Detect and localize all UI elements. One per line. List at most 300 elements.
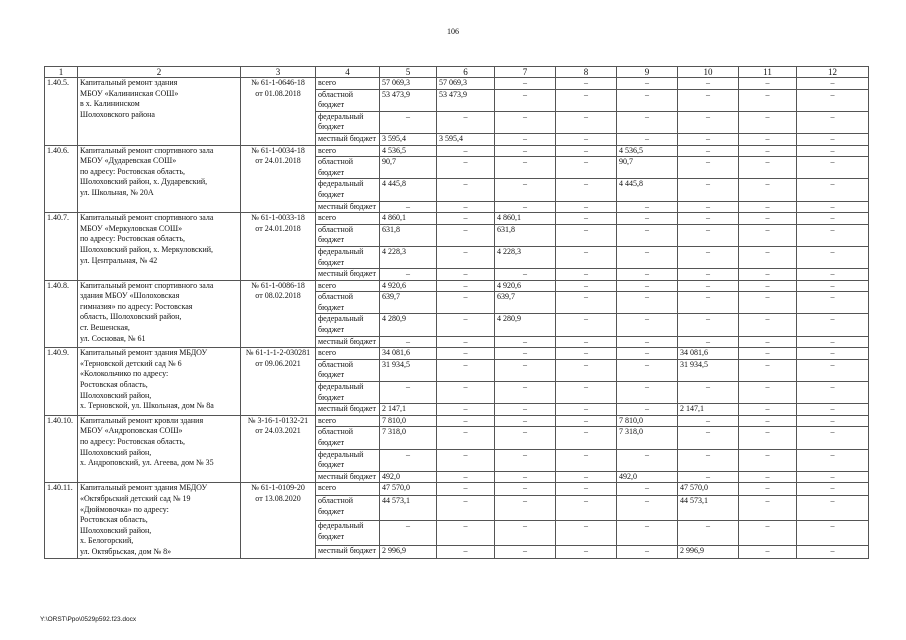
conclusion-line: от 09.06.2021 [255,358,301,368]
amount-cell: – [678,314,739,336]
amount-cell: – [495,179,556,201]
amount-cell: – [739,269,797,281]
amount-cell: – [739,382,797,404]
amount-cell: – [495,427,556,449]
amount-cell: – [617,111,678,133]
amount-cell: 4 228,3 [495,246,556,268]
amount-cell: – [437,201,495,213]
page-number: 106 [447,27,459,36]
amount-cell: 34 081,6 [678,348,739,360]
funding-source: всего [316,213,380,225]
amount-cell: – [678,224,739,246]
conclusion-line: от 24.01.2018 [255,223,301,233]
object-name [78,145,241,213]
amount-cell: 3 595,4 [380,133,437,145]
conclusion-line: от 01.08.2018 [255,88,301,98]
funding-source: федеральный бюджет [316,111,380,133]
object-name-line: по адресу: Ростовская область, [80,437,185,446]
amount-cell: – [797,213,869,225]
amount-cell: – [739,415,797,427]
amount-cell: – [617,78,678,90]
amount-cell: – [678,449,739,471]
amount-cell: – [556,201,617,213]
amount-cell: – [495,545,556,558]
conclusion-line: от 08.02.2018 [255,291,301,301]
amount-cell: – [437,280,495,292]
table-row [45,145,869,157]
amount-cell: – [678,157,739,179]
funding-source: областной бюджет [316,359,380,381]
amount-cell: – [380,382,437,404]
amount-cell: – [556,449,617,471]
amount-cell: – [437,314,495,336]
amount-cell: – [797,280,869,292]
table-row [45,483,869,496]
amount-cell: – [495,471,556,483]
amount-cell: 90,7 [617,157,678,179]
amount-cell: – [797,520,869,545]
conclusion-line: от 13.08.2020 [255,493,301,503]
column-number-row [45,67,869,78]
amount-cell: – [739,348,797,360]
funding-source: федеральный бюджет [316,246,380,268]
amount-cell: – [556,145,617,157]
object-name-line: в х. Калининском [80,99,140,109]
amount-cell: – [739,404,797,416]
amount-cell: – [617,382,678,404]
amount-cell: – [495,145,556,157]
funding-source: всего [316,483,380,496]
amount-cell: – [437,545,495,558]
column-header: 3 [241,67,316,78]
column-header: 9 [617,67,678,78]
object-name-line: Шолоховский район, [80,525,152,535]
object-name [78,78,241,146]
amount-cell: – [437,483,495,496]
funding-source: местный бюджет [316,133,380,145]
amount-cell: – [495,449,556,471]
amount-cell: – [617,213,678,225]
amount-cell: 34 081,6 [380,348,437,360]
object-name-line: Капитальный ремонт спортивного зала [80,213,214,223]
amount-cell: – [437,348,495,360]
amount-cell: – [495,133,556,145]
amount-cell: 44 573,1 [678,496,739,521]
expertise-conclusion [241,78,316,146]
amount-cell: – [797,111,869,133]
amount-cell: – [556,213,617,225]
object-name-line: «Колокольчико по адресу: [80,369,169,379]
amount-cell: 639,7 [380,292,437,314]
amount-cell: – [495,496,556,521]
amount-cell: – [556,280,617,292]
object-name-line: МБОУ «Андроповская СОШ» [80,426,183,436]
table-row [45,348,869,360]
amount-cell: – [797,179,869,201]
amount-cell: – [739,483,797,496]
amount-cell: 4 920,6 [495,280,556,292]
funding-source: федеральный бюджет [316,449,380,471]
amount-cell: 2 147,1 [678,404,739,416]
amount-cell: – [739,427,797,449]
amount-cell: – [739,545,797,558]
amount-cell: – [437,246,495,268]
object-name-line: Шолоховский район, х. Меркуловский, [80,244,213,254]
object-name [78,415,241,483]
expertise-conclusion [241,213,316,281]
object-name-line: Капитальный ремонт здания МБДОУ [80,348,208,358]
amount-cell: 7 318,0 [380,427,437,449]
funding-source: всего [316,348,380,360]
amount-cell: – [495,520,556,545]
expertise-conclusion [241,415,316,483]
item-number: 1.40.9. [45,348,78,416]
amount-cell: – [495,78,556,90]
amount-cell: 47 570,0 [380,483,437,496]
amount-cell: – [617,314,678,336]
amount-cell: 90,7 [380,157,437,179]
amount-cell: – [617,545,678,558]
amount-cell: – [678,427,739,449]
amount-cell: – [556,415,617,427]
amount-cell: – [739,336,797,348]
amount-cell: – [380,269,437,281]
amount-cell: – [556,89,617,111]
table-row [45,78,869,90]
amount-cell: 639,7 [495,292,556,314]
amount-cell: 631,8 [380,224,437,246]
funding-source: всего [316,280,380,292]
table-row [45,213,869,225]
amount-cell: – [797,224,869,246]
amount-cell: – [797,483,869,496]
amount-cell: – [380,449,437,471]
amount-cell: – [797,157,869,179]
amount-cell: – [617,246,678,268]
amount-cell: 4 280,9 [380,314,437,336]
object-name-line: х. Андроповский, ул. Агеева, дом № 35 [80,458,214,468]
conclusion-line: № 61-1-0033-18 [251,213,305,223]
amount-cell: – [556,179,617,201]
amount-cell: – [617,449,678,471]
object-name-line: Ростовская область, [80,380,148,390]
amount-cell: – [556,520,617,545]
object-name [78,213,241,281]
amount-cell: – [678,292,739,314]
amount-cell: – [739,157,797,179]
conclusion-line: № 61-1-0109-20 [251,483,305,493]
amount-cell: – [797,471,869,483]
amount-cell: – [556,292,617,314]
object-name-line: ул. Центральная, № 42 [80,255,158,265]
funding-source: местный бюджет [316,336,380,348]
amount-cell: 4 445,8 [617,179,678,201]
amount-cell: – [556,133,617,145]
funding-source: местный бюджет [316,471,380,483]
object-name-line: Капитальный ремонт здания [80,78,178,87]
amount-cell: – [617,269,678,281]
amount-cell: – [617,89,678,111]
amount-cell: – [380,520,437,545]
amount-cell: – [556,314,617,336]
funding-source: всего [316,415,380,427]
amount-cell: – [797,336,869,348]
amount-cell: – [617,404,678,416]
amount-cell: – [556,427,617,449]
amount-cell: – [495,269,556,281]
amount-cell: – [739,280,797,292]
amount-cell: – [678,179,739,201]
funding-source: местный бюджет [316,404,380,416]
amount-cell: – [556,336,617,348]
object-name-line: МБОУ «Калининская СОШ» [80,88,179,98]
conclusion-line: № 61-1-0034-18 [251,145,305,155]
object-name-line: ул. Сосновая, № 61 [80,333,146,343]
amount-cell: – [556,382,617,404]
amount-cell: – [556,111,617,133]
object-name-line: по адресу: Ростовская область, [80,234,185,244]
item-number: 1.40.7. [45,213,78,281]
amount-cell: – [797,449,869,471]
amount-cell: – [617,224,678,246]
amount-cell: – [797,496,869,521]
amount-cell: – [617,336,678,348]
item-number: 1.40.6. [45,145,78,213]
item-number: 1.40.10. [45,415,78,483]
column-header: 4 [316,67,380,78]
amount-cell: – [556,246,617,268]
amount-cell: – [617,483,678,496]
amount-cell: 44 573,1 [380,496,437,521]
amount-cell: – [495,359,556,381]
amount-cell: 4 860,1 [380,213,437,225]
amount-cell: – [617,348,678,360]
funding-source: местный бюджет [316,545,380,558]
amount-cell: 57 069,3 [380,78,437,90]
amount-cell: – [437,179,495,201]
amount-cell: – [678,269,739,281]
amount-cell: – [739,314,797,336]
amount-cell: – [556,78,617,90]
amount-cell: – [678,78,739,90]
amount-cell: – [556,483,617,496]
column-header: 2 [78,67,241,78]
object-name [78,483,241,558]
amount-cell: – [495,336,556,348]
file-path-footer: Y:\ORST\Ppo\0529p592.f23.docx [40,616,137,623]
amount-cell: 4 536,5 [617,145,678,157]
amount-cell: – [437,157,495,179]
funding-source: всего [316,78,380,90]
object-name-line: Шолоховский район, [80,390,152,400]
amount-cell: 4 920,6 [380,280,437,292]
amount-cell: 4 536,5 [380,145,437,157]
object-name-line: «Терновской детский сад № 6 [80,358,182,368]
amount-cell: – [437,269,495,281]
amount-cell: 31 934,5 [380,359,437,381]
conclusion-line: № 61-1-1-2-030281 [245,348,311,358]
amount-cell: – [739,246,797,268]
amount-cell: – [495,111,556,133]
amount-cell: – [678,280,739,292]
object-name-line: область, Шолоховский район, [80,312,182,322]
expertise-conclusion [241,280,316,348]
amount-cell: – [739,145,797,157]
object-name-line: Капитальный ремонт кровли здания [80,415,204,425]
amount-cell: – [739,89,797,111]
object-name-line: Капитальный ремонт спортивного зала [80,145,214,155]
amount-cell: – [437,292,495,314]
funding-source: федеральный бюджет [316,314,380,336]
amount-cell: – [380,201,437,213]
amount-cell: – [380,336,437,348]
amount-cell: – [437,496,495,521]
amount-cell: 7 318,0 [617,427,678,449]
amount-cell: – [739,213,797,225]
funding-source: областной бюджет [316,89,380,111]
amount-cell: – [797,133,869,145]
expertise-conclusion [241,145,316,213]
object-name-line: Ростовская область, [80,515,148,525]
amount-cell: – [678,415,739,427]
amount-cell: – [495,157,556,179]
amount-cell: – [495,382,556,404]
funding-source: областной бюджет [316,292,380,314]
amount-cell: – [797,246,869,268]
amount-cell: 47 570,0 [678,483,739,496]
amount-cell: – [617,292,678,314]
object-name-line: Шолоховского района [80,109,155,119]
funding-source: всего [316,145,380,157]
conclusion-line: от 24.03.2021 [255,426,301,436]
amount-cell: 4 280,9 [495,314,556,336]
funding-source: федеральный бюджет [316,179,380,201]
object-name-line: х. Белогорский, [80,536,134,546]
amount-cell: – [739,224,797,246]
column-header: 1 [45,67,78,78]
amount-cell: – [678,145,739,157]
object-name-line: ст. Вешенская, [80,323,130,333]
expertise-conclusion [241,483,316,558]
amount-cell: – [797,269,869,281]
conclusion-line: № 61-1-0086-18 [251,280,305,290]
amount-cell: – [739,179,797,201]
amount-cell: – [797,145,869,157]
amount-cell: – [437,111,495,133]
amount-cell: – [617,496,678,521]
object-name-line: ул. Школьная, № 20А [80,187,154,197]
amount-cell: 7 810,0 [617,415,678,427]
funding-source: федеральный бюджет [316,520,380,545]
conclusion-line: № 3-16-1-0132-21 [247,415,309,425]
amount-cell: 7 810,0 [380,415,437,427]
object-name-line: Капитальный ремонт спортивного зала [80,280,214,290]
amount-cell: – [797,292,869,314]
amount-cell: – [556,359,617,381]
amount-cell: 53 473,9 [437,89,495,111]
amount-cell: – [739,111,797,133]
amount-cell: – [797,404,869,416]
amount-cell: 53 473,9 [380,89,437,111]
column-header: 10 [678,67,739,78]
amount-cell: – [678,111,739,133]
amount-cell: – [739,471,797,483]
object-name-line: «Октябрьский детский сад № 19 [80,493,191,503]
amount-cell: – [739,496,797,521]
amount-cell: – [617,359,678,381]
amount-cell: – [437,449,495,471]
amount-cell: – [739,520,797,545]
amount-cell: 2 996,9 [678,545,739,558]
object-name [78,280,241,348]
funding-source: областной бюджет [316,157,380,179]
amount-cell: – [617,133,678,145]
amount-cell: – [678,201,739,213]
funding-source: областной бюджет [316,496,380,521]
amount-cell: – [797,415,869,427]
amount-cell: – [678,89,739,111]
amount-cell: – [797,359,869,381]
amount-cell: 3 595,4 [437,133,495,145]
amount-cell: 4 445,8 [380,179,437,201]
amount-cell: – [678,471,739,483]
amount-cell: 31 934,5 [678,359,739,381]
amount-cell: – [556,496,617,521]
object-name-line: ул. Октябрьская, дом № 8» [80,546,172,556]
amount-cell: – [797,89,869,111]
table-row [45,280,869,292]
amount-cell: – [556,269,617,281]
amount-cell: – [437,427,495,449]
object-name-line: Шолоховский район, х. Дударевский, [80,177,208,187]
amount-cell: – [437,471,495,483]
amount-cell: – [797,348,869,360]
item-number: 1.40.11. [45,483,78,558]
column-header: 5 [380,67,437,78]
amount-cell: – [797,201,869,213]
amount-cell: 631,8 [495,224,556,246]
amount-cell: – [739,292,797,314]
object-name-line: х. Терновской, ул. Школьная, дом № 8а [80,401,214,411]
object-name-line: МБОУ «Меркуловская СОШ» [80,223,183,233]
amount-cell: 2 996,9 [380,545,437,558]
amount-cell: 2 147,1 [380,404,437,416]
amount-cell: – [437,382,495,404]
amount-cell: – [437,520,495,545]
amount-cell: 4 860,1 [495,213,556,225]
amount-cell: – [437,415,495,427]
funding-source: областной бюджет [316,427,380,449]
amount-cell: – [678,382,739,404]
object-name [78,348,241,416]
funding-source: федеральный бюджет [316,382,380,404]
amount-cell: – [739,359,797,381]
object-name-line: по адресу: Ростовская область, [80,166,185,176]
amount-cell: 492,0 [617,471,678,483]
amount-cell: – [678,213,739,225]
amount-cell: – [739,78,797,90]
amount-cell: – [495,348,556,360]
budget-table [44,66,869,559]
amount-cell: – [797,545,869,558]
amount-cell: – [797,427,869,449]
amount-cell: – [495,415,556,427]
object-name-line: гимназия» по адресу: Ростовская [80,301,193,311]
object-name-line: здания МБОУ «Шолоховская [80,291,180,301]
amount-cell: – [739,133,797,145]
amount-cell: – [556,224,617,246]
object-name-line: МБОУ «Дударевская СОШ» [80,156,177,166]
